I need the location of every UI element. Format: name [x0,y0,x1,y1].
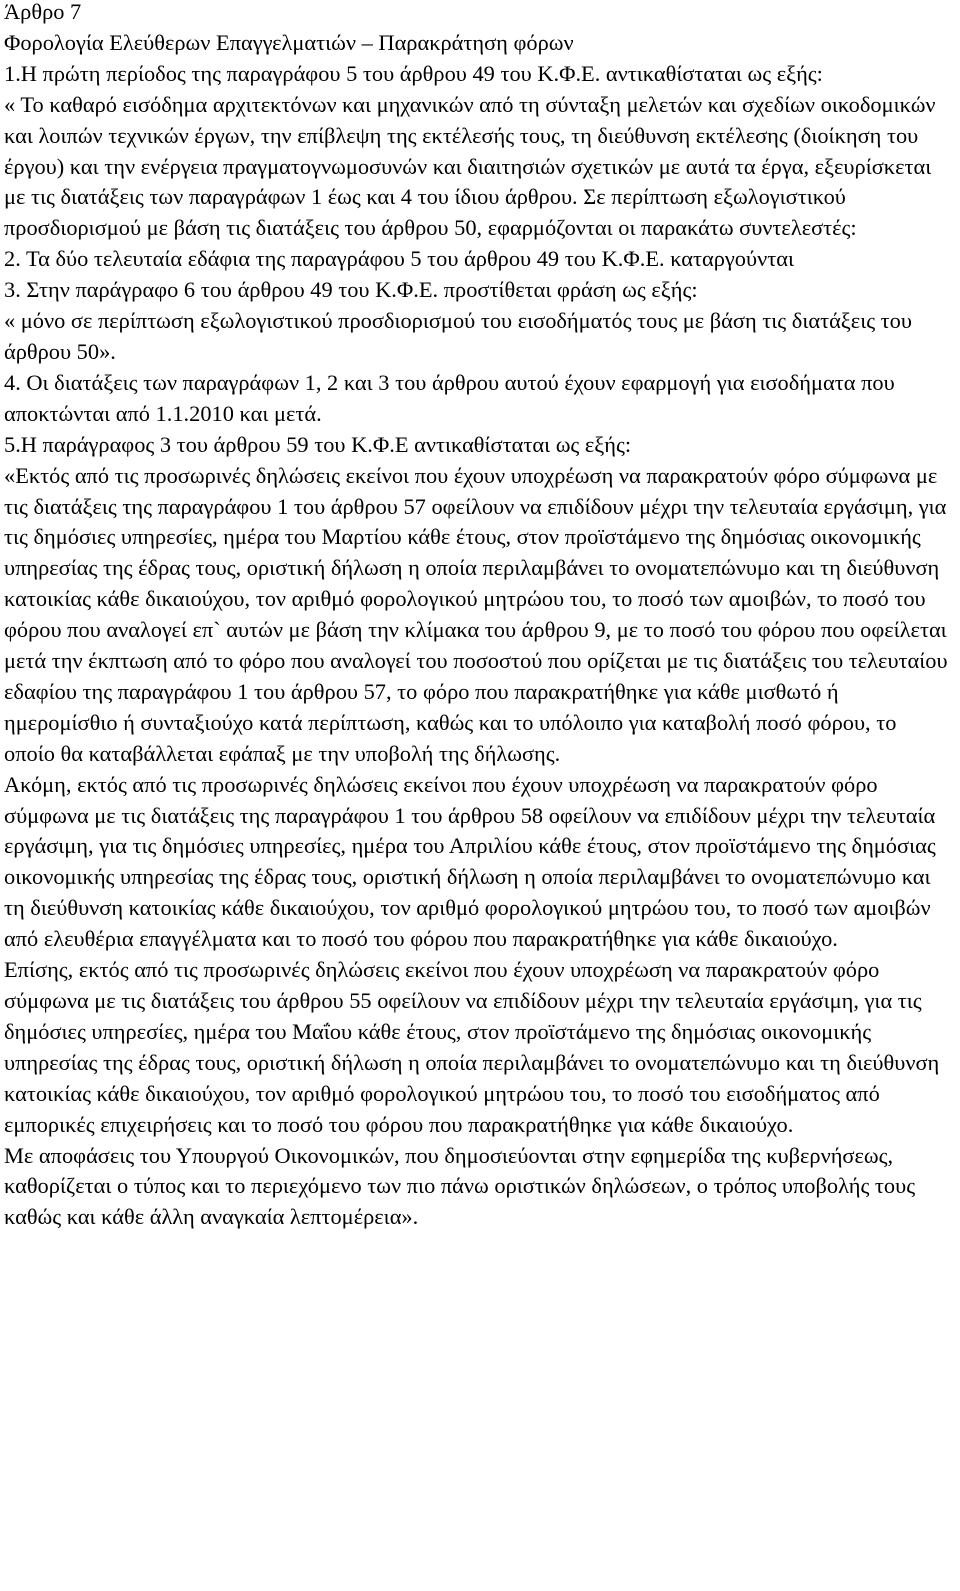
paragraph-5-intro: 5.Η παράγραφος 3 του άρθρου 59 του Κ.Φ.Ε αντικαθίσταται ως εξής: [4,431,632,457]
paragraph-2: 2. Τα δύο τελευταία εδάφια της παραγράφου 5 του άρθρου 49 του Κ.Φ.Ε. καταργούνται [4,246,794,272]
paragraph-1-intro: 1.Η πρώτη περίοδος της παραγράφου 5 του άρθρου 49 του Κ.Φ.Ε. αντικαθίσταται ως εξής: [4,60,823,86]
paragraph-5-april: Ακόμη, εκτός από τις προσωρινές δηλώσεις εκείνοι που έχουν υποχρέωση να παρακρατούν φόρο σύμφωνα με τις διατάξεις της παραγράφου 1 του άρθρου 58 οφείλουν να επιδίδουν μέχρι την τελευταία εργάσιμη, για τις δημόσιες υπηρεσίες, ημέρα του Απριλίου κάθε έτους, στον προϊστάμενο της δημόσιας οικονομικής υπηρεσίας της έδρας τους, οριστική δήλωση η οποία περιλαμβάνει το ονοματεπώνυμο και τη διεύθυνση κατοικίας κάθε δικαιούχου, τον αριθμό φορολογικού μητρώου του, το ποσό των αμοιβών από ελευθέρια επαγγέλματα και το ποσό του φόρου που παρακρατήθηκε για κάθε δικαιούχο. [4,771,936,952]
article-subtitle: Φορολογία Ελεύθερων Επαγγελματιών – Παρακράτηση φόρων [4,29,574,55]
paragraph-5-may: Επίσης, εκτός από τις προσωρινές δηλώσεις εκείνοι που έχουν υποχρέωση να παρακρατούν φόρο σύμφωνα με τις διατάξεις του άρθρου 55 οφείλουν να επιδίδουν μέχρι την τελευταία εργάσιμη, για τις δημόσιες υπηρεσίες, ημέρα του Μαΐου κάθε έτους, στον προϊστάμενο της δημόσιας οικονομικής υπηρεσίας της έδρας τους, οριστική δήλωση η οποία περιλαμβάνει το ονοματεπώνυμο και τη διεύθυνση κατοικίας κάθε δικαιούχου, τον αριθμό φορολογικού μητρώου του, το ποσό του εισοδήματος από εμπορικές επιχειρήσεις και το ποσό του φόρου που παρακρατήθηκε για κάθε δικαιούχο. [4,957,940,1137]
paragraph-3-intro: 3. Στην παράγραφο 6 του άρθρου 49 του Κ.Φ.Ε. προστίθεται φράση ως εξής: [4,277,698,303]
paragraph-3-quote: « μόνο σε περίπτωση εξωλογιστικού προσδιορισμού του εισοδήματός τους με βάση τις διατάξεις του άρθρου 50». [4,308,912,364]
paragraph-5-march: «Εκτός από τις προσωρινές δηλώσεις εκείνοι που έχουν υποχρέωση να παρακρατούν φόρο σύμφωνα με τις διατάξεις της παραγράφου 1 του άρθρου 57 οφείλουν να επιδίδουν μέχρι την τελευταία εργάσιμη, για τις δημόσιες υπηρεσίες, ημέρα του Μαρτίου κάθε έτους, στον προϊστάμενο της δημόσιας οικονομικής υπηρεσίας της έδρας τους, οριστική δήλωση η οποία περιλαμβάνει το ονοματεπώνυμο και τη διεύθυνση κατοικίας κάθε δικαιούχου, τον αριθμό φορολογικού μητρώου του, το ποσό των αμοιβών, το ποσό του φόρου που αναλογεί επ` αυτών με βάση την κλίμακα του άρθρου 9, με το ποσό του φόρου που οφείλεται μετά την έκπτωση από το φόρο που αναλογεί του ποσοστού που ορίζεται με τις διατάξεις του τελευταίου εδαφίου της παραγράφου 1 του άρθρου 57, το φόρο που παρακρατήθηκε για κάθε μισθωτό ή ημερομίσθιο ή συνταξιούχο κατά περίπτωση, καθώς και το υπόλοιπο για καταβολή ποσό φόρου, το οποίο θα καταβάλλεται εφάπαξ με την υποβολή της δήλωσης. [4,462,948,766]
paragraph-4: 4. Οι διατάξεις των παραγράφων 1, 2 και 3 του άρθρου αυτού έχουν εφαρμογή για εισοδήματα που αποκτώνται από 1.1.2010 και μετά. [4,369,895,426]
paragraph-1-quote: « Το καθαρό εισόδημα αρχιτεκτόνων και μηχανικών από τη σύνταξη μελετών και σχεδίων οικοδομικών και λοιπών τεχνικών έργων, την επίβλεψη της εκτέλεσής τους, τη διεύθυνση εκτέλεσης (διοίκηση του έργου) και την ενέργεια πραγματογνωμοσυνών και διαιτησιών σχετικών με αυτά τα έργα, εξευρίσκεται με τις διατάξεις των παραγράφων 1 έως και 4 του ίδιου άρθρου. Σε περίπτωση εξωλογιστικού προσδιορισμού με βάση τις διατάξεις του άρθρου 50, εφαρμόζονται οι παρακάτω συντελεστές: [4,91,936,241]
paragraph-5-decisions: Με αποφάσεις του Υπουργού Οικονομικών, που δημοσιεύονται στην εφημερίδα της κυβερνήσεως, καθορίζεται ο τύπος και το περιεχόμενο των πιο πάνω οριστικών δηλώσεων, ο τρόπος υποβολής τους καθώς και κάθε άλλη αναγκαία λεπτομέρεια». [4,1142,916,1230]
article-title: Άρθρο 7 [4,0,82,24]
